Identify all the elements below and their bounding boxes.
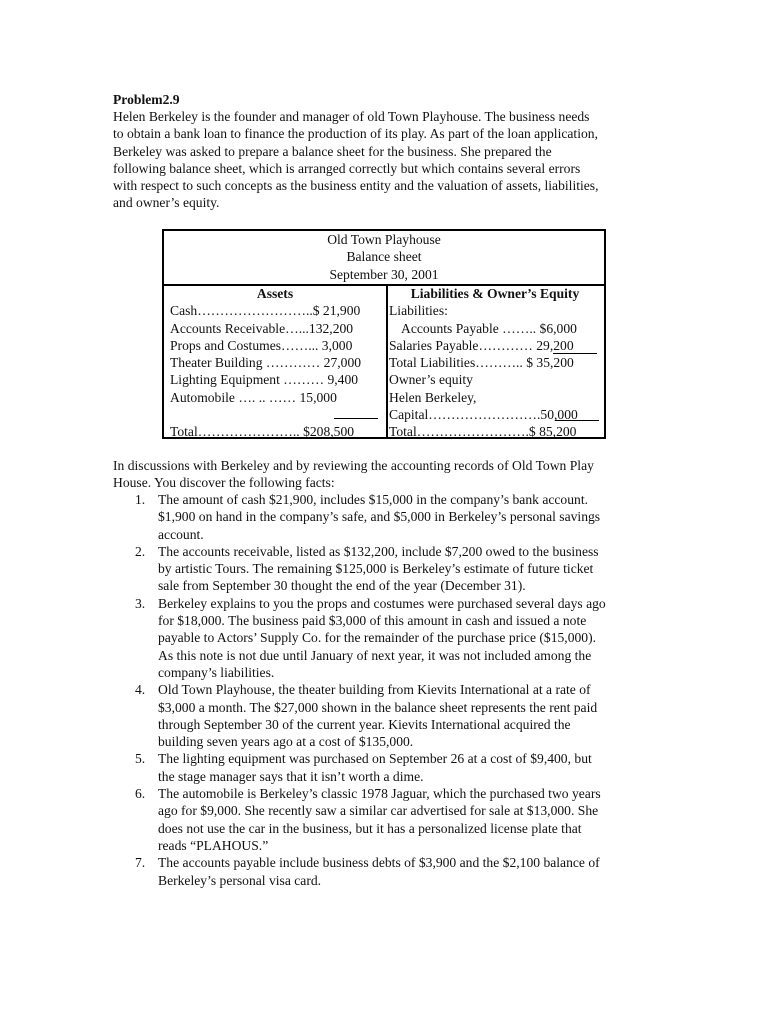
statement-name: Balance sheet [346,249,422,265]
asset-row: Props and Costumes……... 3,000 [170,337,353,353]
fact-number: 1. [135,492,146,507]
column-divider [386,284,388,437]
intro-line: Berkeley was asked to prepare a balance sheet for the business. She prepared the [113,143,552,159]
assets-header: Assets [256,286,294,301]
asset-row: Cash……………………..$ 21,900 [170,303,361,319]
fact-line: for $18,000. The business paid $3,000 of this amount in cash and issued a note [158,613,587,629]
fact-line: account. [158,526,204,542]
liability-row: Capital…………………….50,000 [389,407,578,423]
fact-line: The lighting equipment was purchased on September 26 at a cost of $9,400, but [158,751,592,767]
assets-column [170,285,380,441]
fact-item [113,595,673,681]
fact-line: through September 30 of the current year. Kievits International acquired the [158,716,571,732]
assets-total: Total………………….. $208,500 [170,424,355,440]
statement-date: September 30, 2001 [329,266,439,282]
fact-line: payable to Actors’ Supply Co. for the remainder of the purchase price ($15,000). [158,630,597,646]
fact-line: The accounts receivable, listed as $132,200, include $7,200 owed to the business [158,543,599,559]
intro-line: with respect to such concepts as the business entity and the valuation of assets, liabilities, [113,178,599,194]
asset-row: Automobile …. .. …… 15,000 [170,389,337,405]
discussion-paragraph [113,457,653,492]
asset-row: Lighting Equipment ……… 9,400 [170,372,359,388]
intro-line: following balance sheet, which is arranged correctly but which contains several errors [113,160,581,176]
intro-line: Helen Berkeley is the founder and manager of old Town Playhouse. The business needs [113,109,590,124]
fact-item [113,543,673,595]
fact-item [113,491,673,543]
liability-row: Owner’s equity [389,372,473,388]
discussion-line: House. You discover the following facts: [113,475,335,491]
fact-number: 6. [135,786,146,802]
intro-line: and owner’s equity. [113,195,220,211]
fact-item [113,854,673,889]
intro-line: to obtain a bank loan to finance the production of its play. As part of the loan application, [113,126,598,142]
fact-line: Berkeley’s personal visa card. [158,872,322,888]
asset-row-blank [170,406,380,423]
fact-line: $1,900 on hand in the company’s safe, and $5,000 in Berkeley’s personal savings [158,509,601,525]
fact-item [113,785,673,854]
problem-title: Problem2.9 [113,92,180,107]
company-name: Old Town Playhouse [327,232,441,247]
fact-line: Old Town Playhouse, the theater building from Kievits International at a rate of [158,682,591,698]
fact-line: The accounts payable include business debts of $3,900 and the $2,100 balance of [158,855,600,871]
fact-line: ago for $9,000. She recently saw a similar car advertised for sale at $13,000. She [158,803,599,819]
fact-line: Berkeley explains to you the props and costumes were purchased several days ago [158,595,606,611]
fact-number: 4. [135,682,146,698]
fact-item [113,750,673,785]
fact-line: building seven years ago at a cost of $135,000. [158,734,414,750]
subtotal-rule [334,418,378,419]
fact-number: 3. [135,595,146,611]
fact-line: reads “PLAHOUS.” [158,837,269,853]
liabilities-column [389,285,601,441]
liabilities-header: Liabilities & Owner’s Equity [410,286,580,301]
liability-row: Total Liabilities……….. $ 35,200 [389,355,574,371]
discussion-line: In discussions with Berkeley and by reviewing the accounting records of Old Town Play [113,458,594,473]
liability-row: Salaries Payable………… 29,200 [389,337,574,353]
liability-row: Liabilities: [389,303,448,319]
fact-line: by artistic Tours. The remaining $125,000 is Berkeley’s estimate of future ticket [158,561,594,577]
capital-underline [555,420,599,421]
liability-row: Helen Berkeley, [389,389,477,405]
fact-number: 5. [135,751,146,767]
fact-line: does not use the car in the business, but it has a personalized license plate that [158,820,582,836]
liabilities-total: Total…………………….$ 85,200 [389,424,577,440]
asset-row: Theater Building ………… 27,000 [170,355,362,371]
facts-list [113,491,673,889]
fact-line: company’s liabilities. [158,664,275,680]
asset-row: Accounts Receivable…...132,200 [170,320,354,336]
liability-row: Accounts Payable …….. $6,000 [401,320,577,336]
balance-sheet-heading [164,231,604,283]
fact-number: 7. [135,855,146,871]
balance-sheet-table [162,229,606,439]
fact-line: The amount of cash $21,900, includes $15,000 in the company’s bank account. [158,492,588,507]
fact-line: The automobile is Berkeley’s classic 1978 Jaguar, which the purchased two years [158,786,601,802]
fact-number: 2. [135,543,146,559]
fact-line: the stage manager says that it isn’t worth a dime. [158,768,424,784]
fact-line: $3,000 a month. The $27,000 shown in the balance sheet represents the rent paid [158,699,598,715]
intro-paragraph [113,108,658,212]
fact-item [113,681,673,750]
fact-line: As this note is not due until January of next year, it was not included among the [158,647,592,663]
salaries-underline [553,353,597,354]
fact-line: sale from September 30 thought the end of the year (December 31). [158,578,526,594]
